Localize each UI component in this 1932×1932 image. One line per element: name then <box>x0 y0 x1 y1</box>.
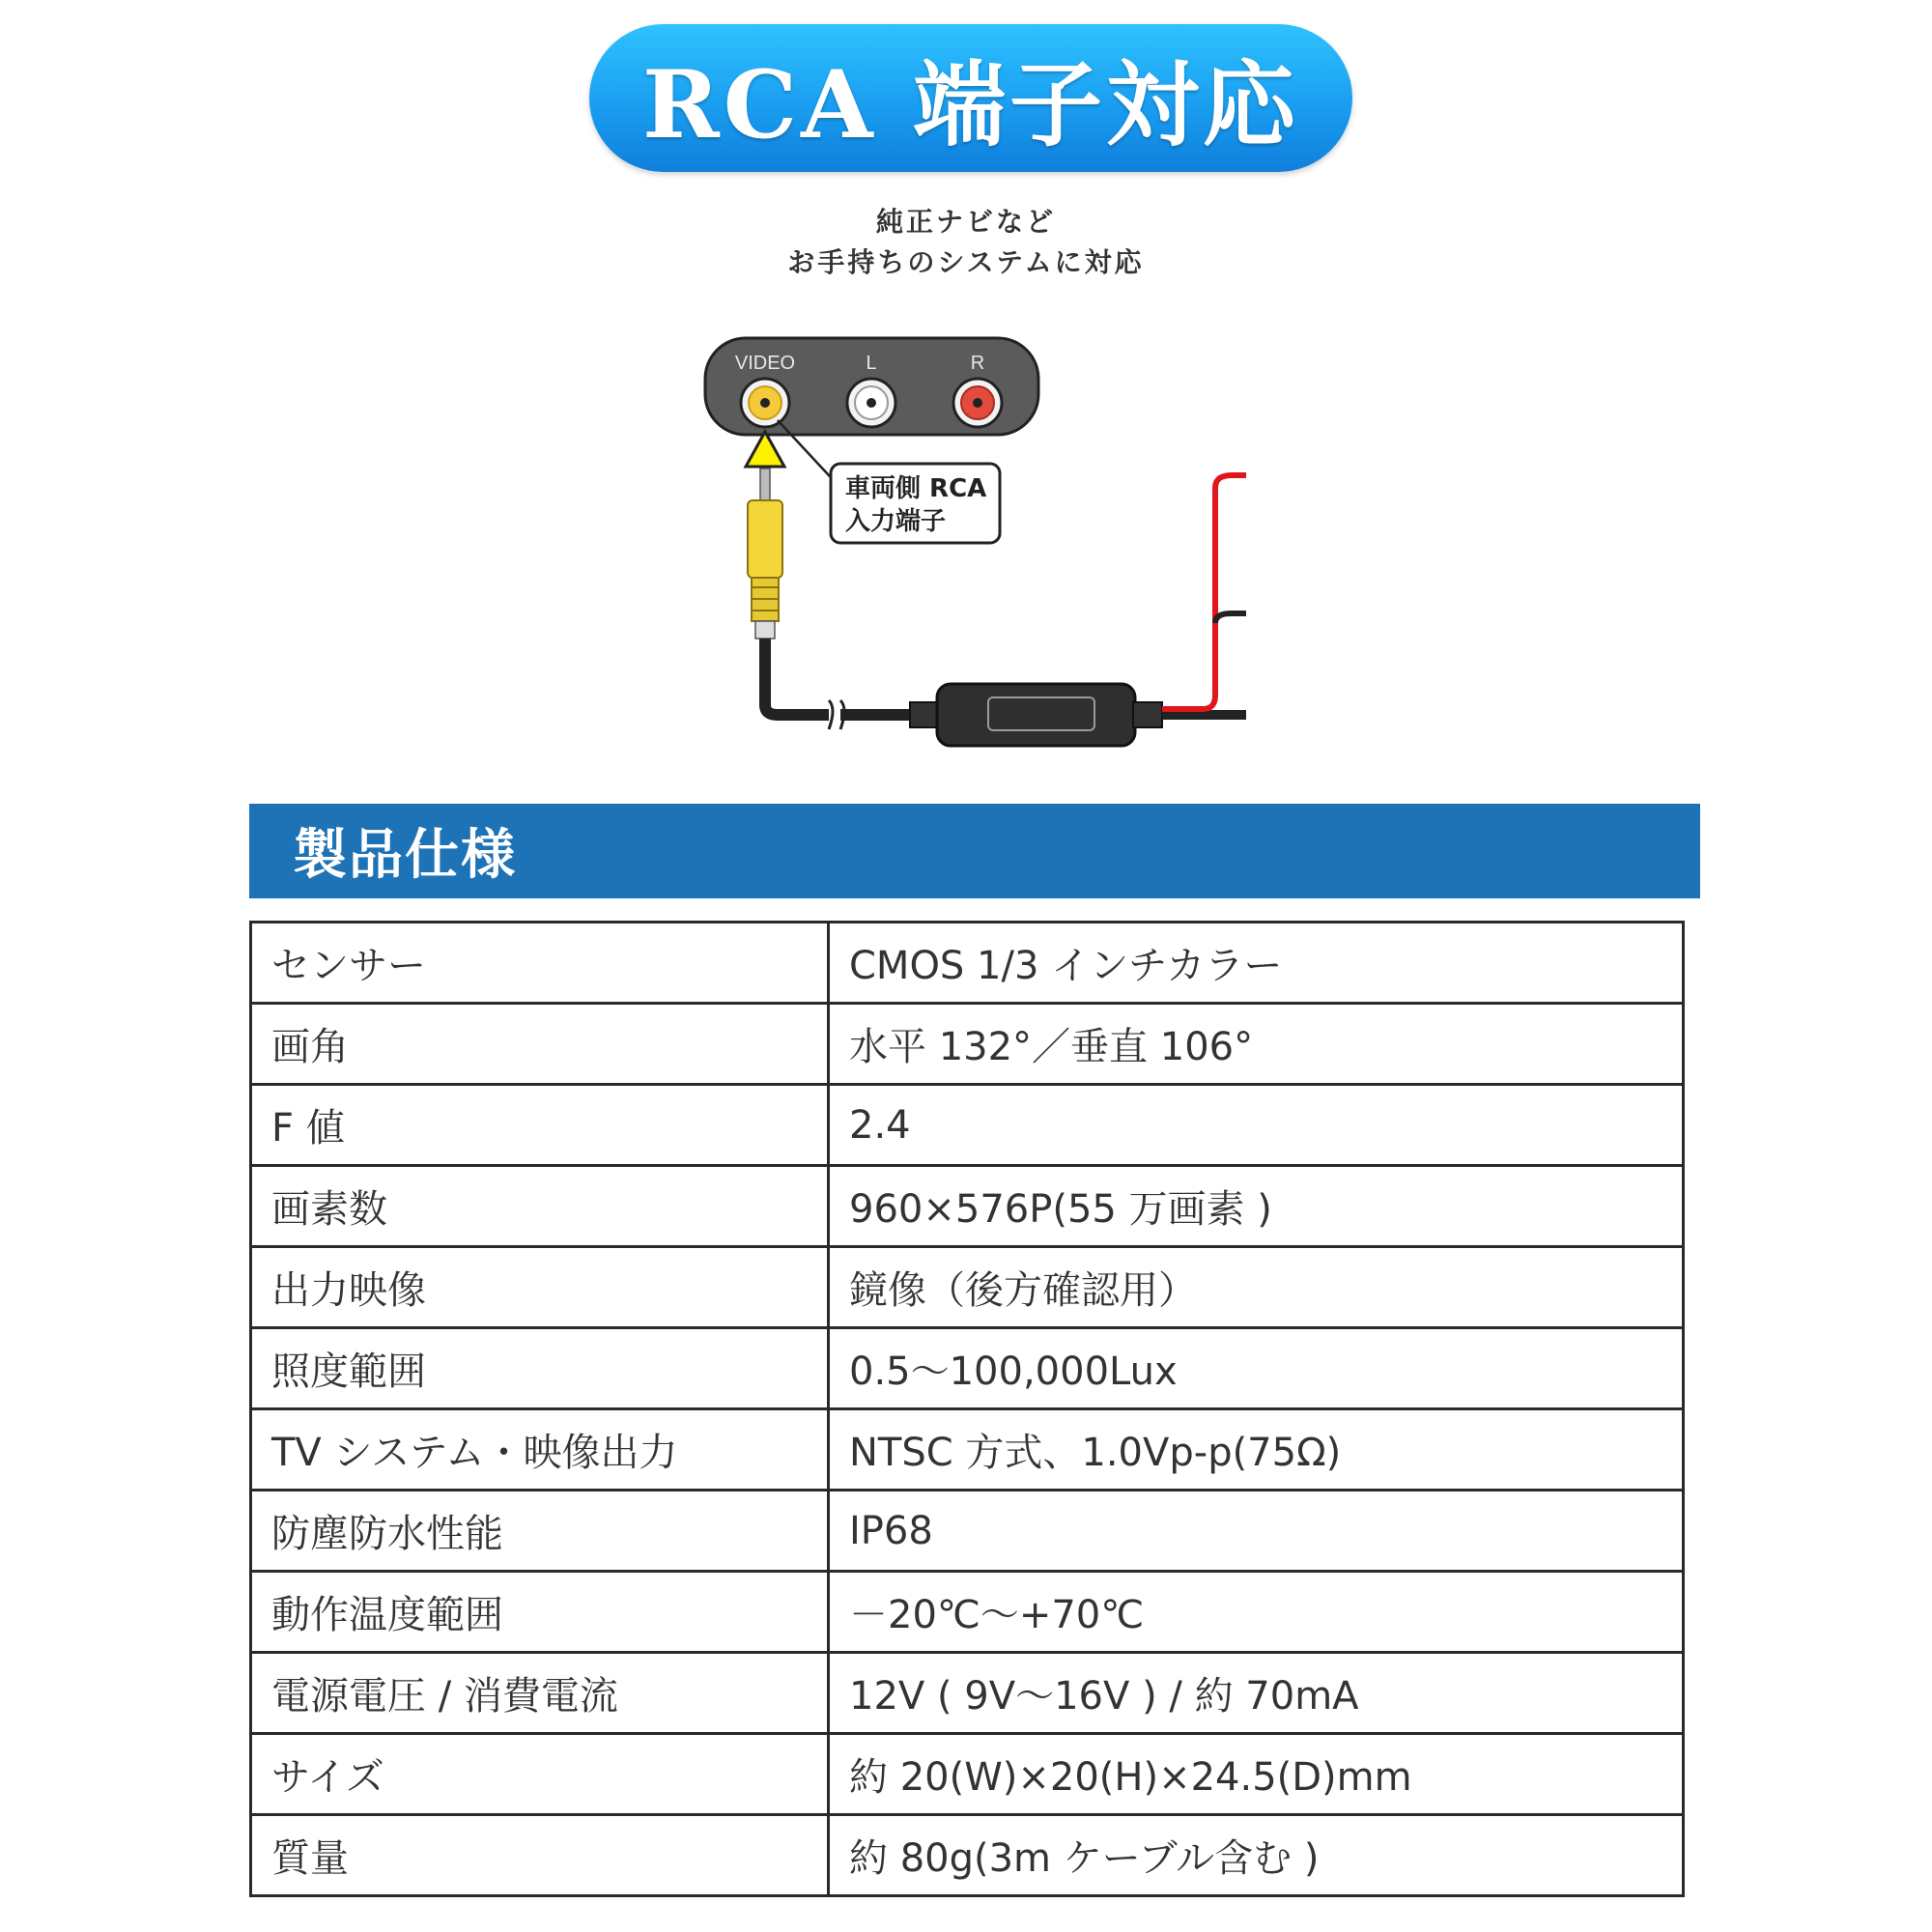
table-row <box>251 1653 1684 1734</box>
spec-value: 鏡像（後方確認用） <box>829 1247 1684 1328</box>
jack-label-r: R <box>970 353 985 374</box>
red-power-wire <box>1162 475 1246 709</box>
spec-value: 約 20(W)×20(H)×24.5(D)mm <box>829 1734 1684 1815</box>
spec-value: 約 80g(3m ケーブル含む ) <box>829 1815 1684 1896</box>
spec-value: －20℃～+70℃ <box>829 1572 1684 1653</box>
table-row <box>251 1247 1684 1328</box>
page-title: RCA 端子対応 <box>641 50 1300 159</box>
spec-value: 960×576P(55 万画素 ) <box>829 1166 1684 1247</box>
rca-plug <box>748 469 782 639</box>
spec-value: 12V ( 9V～16V ) / 約 70mA <box>829 1653 1684 1734</box>
spec-label: センサー <box>251 923 829 1004</box>
audio-left-jack <box>847 379 895 427</box>
table-row <box>251 1491 1684 1572</box>
table-row <box>251 923 1684 1004</box>
callout-text-2: 入力端子 <box>845 507 947 536</box>
spec-value: 水平 132°／垂直 106° <box>829 1004 1684 1085</box>
spec-table <box>249 921 1685 1897</box>
spec-value: IP68 <box>829 1491 1684 1572</box>
spec-label: 電源電圧 / 消費電流 <box>251 1653 829 1734</box>
table-row <box>251 1004 1684 1085</box>
title-banner <box>589 24 1352 172</box>
insert-arrow-icon <box>746 432 784 467</box>
rca-connection-diagram <box>686 319 1246 753</box>
table-row <box>251 1572 1684 1653</box>
jack-label-l: L <box>866 353 877 374</box>
spec-label: 動作温度範囲 <box>251 1572 829 1653</box>
jack-label-video: VIDEO <box>734 353 796 374</box>
spec-value: NTSC 方式、1.0Vp-p(75Ω) <box>829 1409 1684 1491</box>
spec-label: 照度範囲 <box>251 1328 829 1409</box>
video-cable <box>765 639 829 715</box>
table-row <box>251 1085 1684 1166</box>
subtitle-line-2: お手持ちのシステムに対応 <box>787 246 1145 278</box>
inline-converter-box <box>910 684 1162 746</box>
spec-label: サイズ <box>251 1734 829 1815</box>
callout-text-1: 車両側 RCA <box>845 474 987 503</box>
spec-value: CMOS 1/3 インチカラー <box>829 923 1684 1004</box>
spec-label: F 値 <box>251 1085 829 1166</box>
spec-label: 質量 <box>251 1815 829 1896</box>
audio-right-jack <box>953 379 1002 427</box>
table-row <box>251 1815 1684 1896</box>
spec-label: 画素数 <box>251 1166 829 1247</box>
subtitle-line-1: 純正ナビなど <box>875 206 1056 238</box>
spec-label: 画角 <box>251 1004 829 1085</box>
spec-label: 防塵防水性能 <box>251 1491 829 1572</box>
black-ground-wire <box>1215 613 1246 623</box>
spec-label: 出力映像 <box>251 1247 829 1328</box>
table-row <box>251 1409 1684 1491</box>
table-row <box>251 1328 1684 1409</box>
video-jack <box>741 379 789 427</box>
table-row <box>251 1734 1684 1815</box>
spec-label: TV システム・映像出力 <box>251 1409 829 1491</box>
spec-section-header <box>249 804 1700 898</box>
spec-value: 0.5～100,000Lux <box>829 1328 1684 1409</box>
spec-value: 2.4 <box>829 1085 1684 1166</box>
spec-heading: 製品仕様 <box>293 824 517 887</box>
table-row <box>251 1166 1684 1247</box>
